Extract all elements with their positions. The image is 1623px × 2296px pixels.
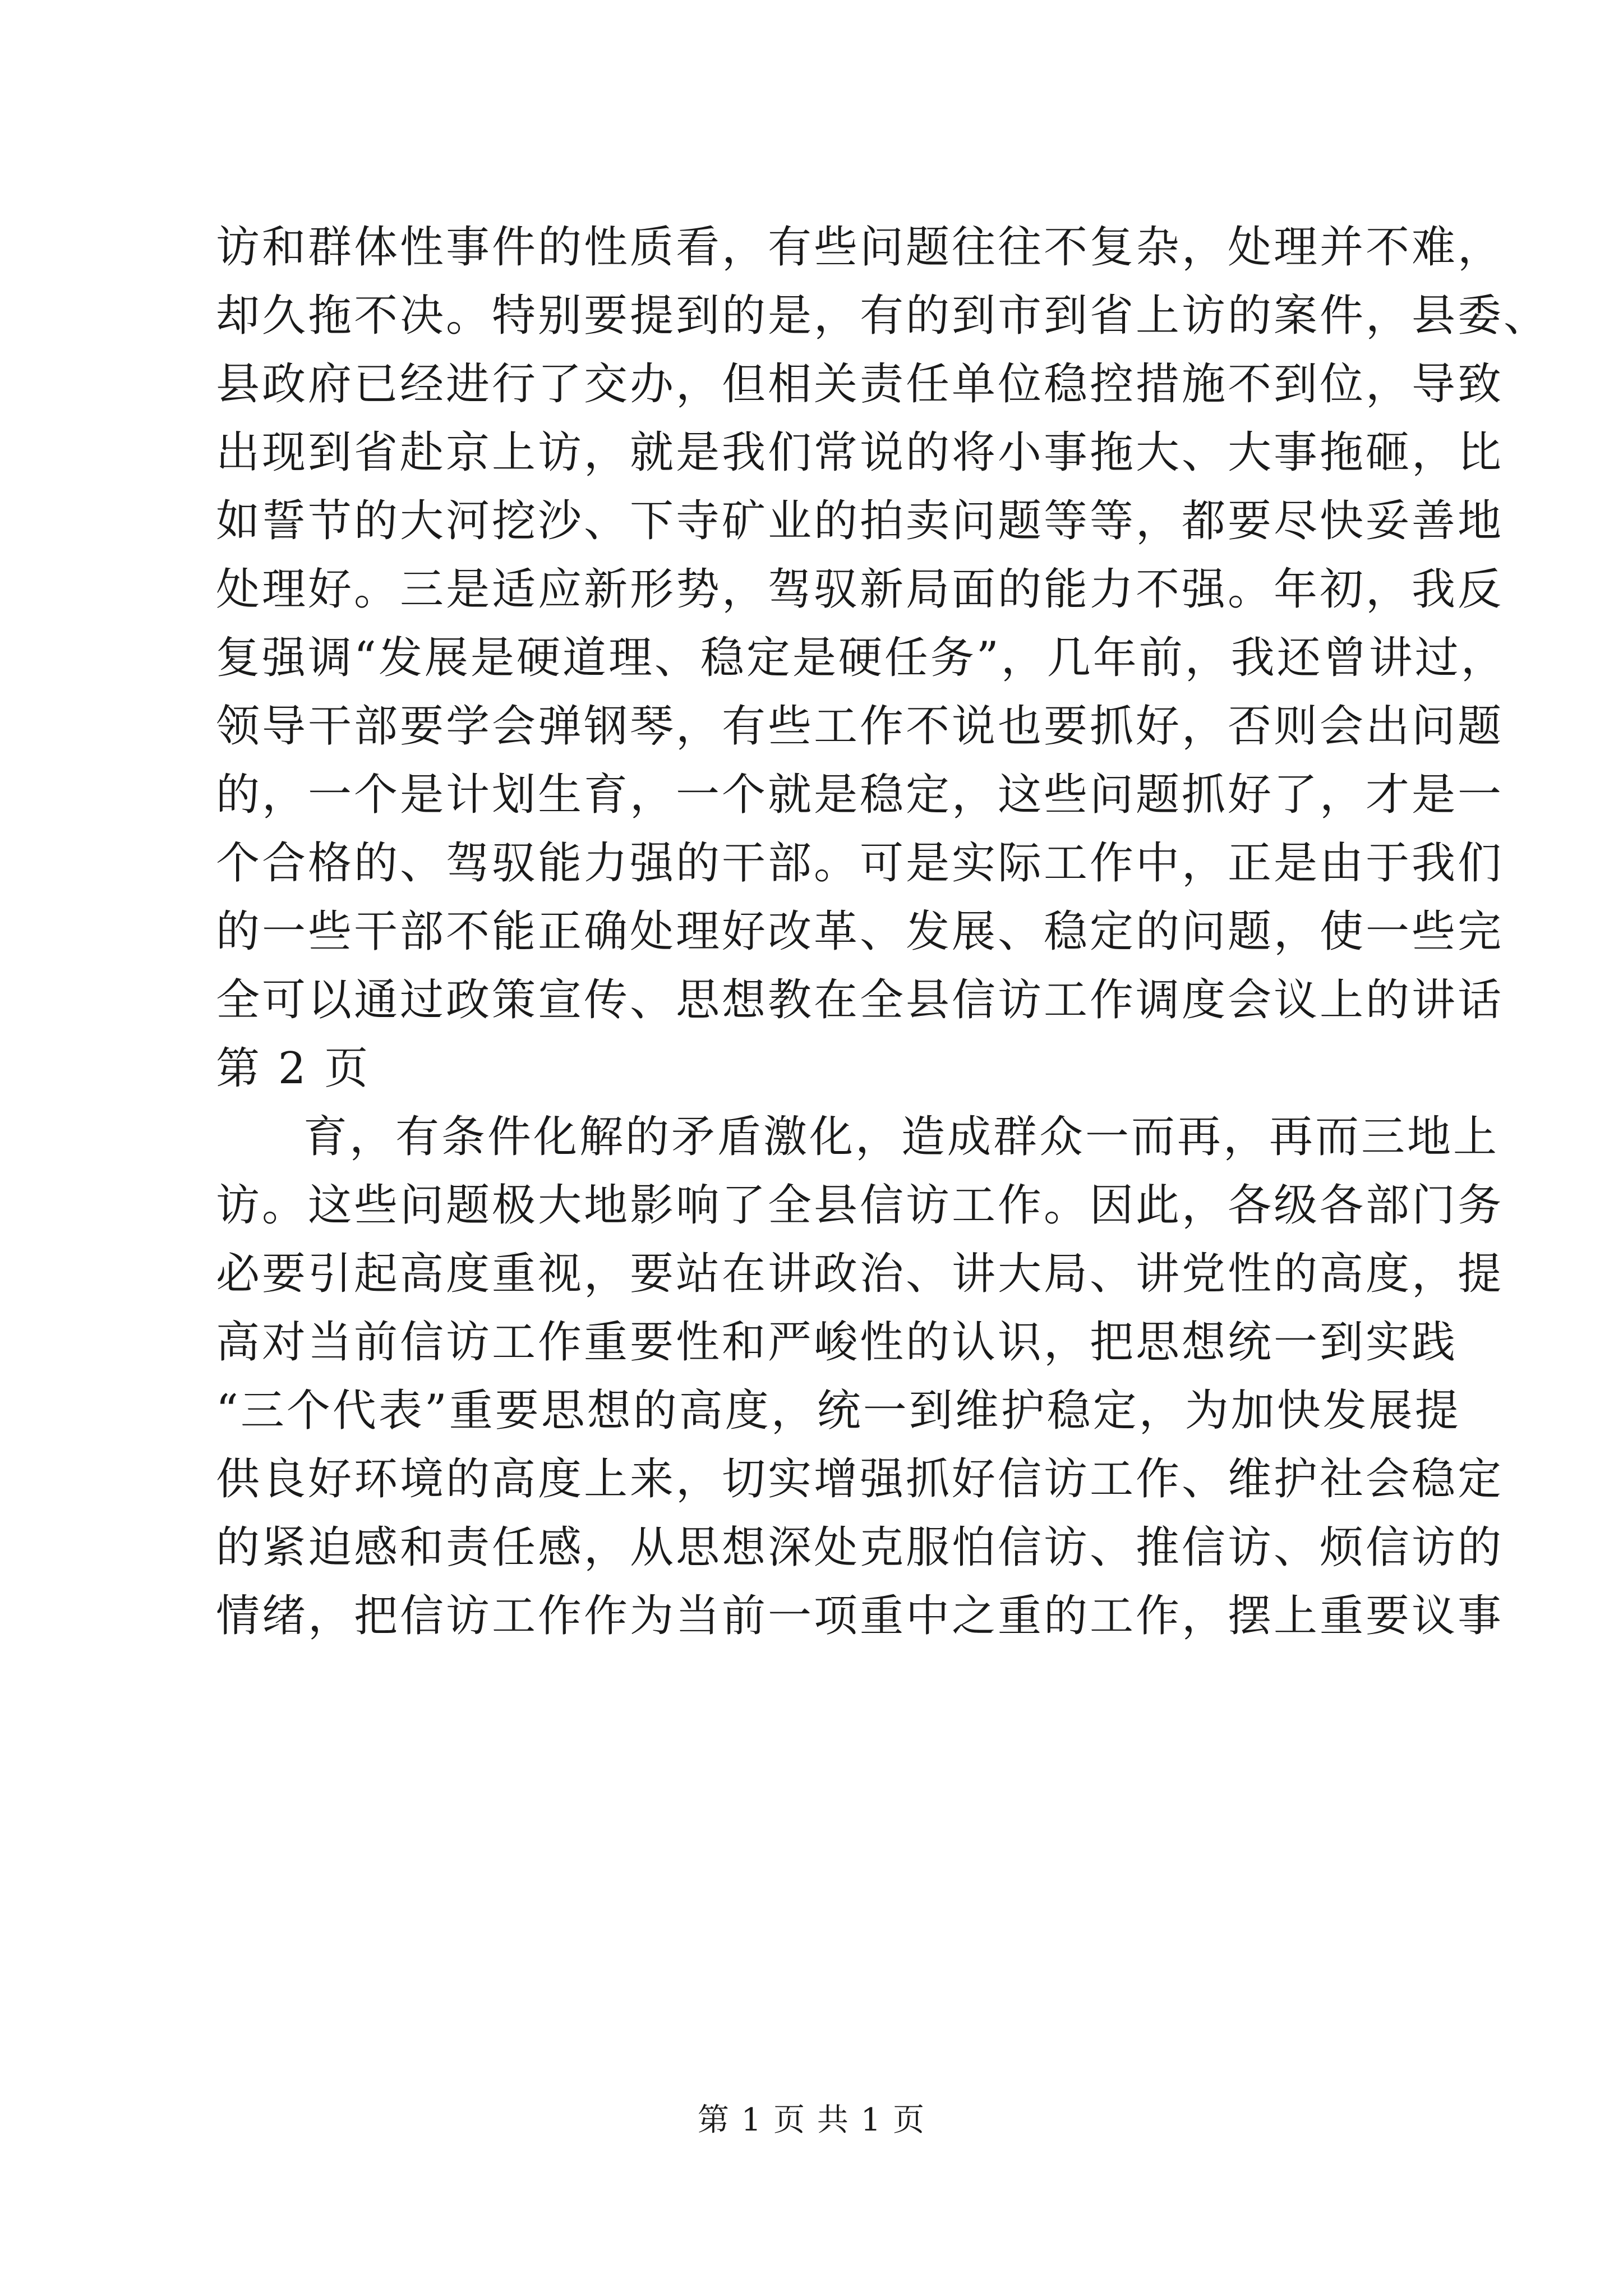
text-line: 出现到省赴京上访，就是我们常说的将小事拖大、大事拖砸，比 [216,427,1504,478]
text-line: 的一些干部不能正确处理好改革、发展、稳定的问题，使一些完 [216,907,1504,957]
text-line: 访和群体性事件的性质看，有些问题往往不复杂，处理并不难， [216,222,1504,273]
text-line: 必要引起高度重视，要站在讲政治、讲大局、讲党性的高度，提 [216,1249,1504,1299]
text-line: 高对当前信访工作重要性和严峻性的认识，把思想统一到实践 [216,1317,1458,1368]
text-line: 全可以通过政策宣传、思想教在全县信访工作调度会议上的讲话 [216,975,1504,1025]
text-line: 个合格的、驾驭能力强的干部。可是实际工作中，正是由于我们 [216,838,1504,889]
text-line: 的，一个是计划生育，一个就是稳定，这些问题抓好了，才是一 [216,770,1504,820]
text-line: 情绪，把信访工作作为当前一项重中之重的工作，摆上重要议事 [216,1591,1504,1641]
text-line: 领导干部要学会弹钢琴，有些工作不说也要抓好，否则会出问题 [216,701,1504,752]
document-body [216,213,1550,1650]
text-line: “三个代表”重要思想的高度，统一到维护稳定，为加快发展提 [216,1386,1461,1436]
text-line: 却久拖不决。特别要提到的是，有的到市到省上访的案件，县委、 [216,291,1550,341]
inline-page-marker: 第 2 页 [216,1043,371,1094]
text-line: 的紧迫感和责任感，从思想深处克服怕信访、推信访、烦信访的 [216,1522,1504,1573]
page-footer: 第 1 页 共 1 页 [697,2102,926,2138]
text-line: 如誓节的大河挖沙、下寺矿业的拍卖问题等等，都要尽快妥善地 [216,496,1504,546]
text-line: 复强调“发展是硬道理、稳定是硬任务”，几年前，我还曾讲过， [216,633,1507,683]
text-line: 县政府已经进行了交办，但相关责任单位稳控措施不到位，导致 [216,359,1504,409]
text-line: 访。这些问题极大地影响了全县信访工作。因此，各级各部门务 [216,1180,1504,1231]
text-line: 处理好。三是适应新形势，驾驭新局面的能力不强。年初，我反 [216,564,1504,615]
text-line: 供良好环境的高度上来，切实增强抓好信访工作、维护社会稳定 [216,1454,1504,1504]
paragraph-first-line: 育，有条件化解的矛盾激化，造成群众一而再，再而三地上 [303,1112,1500,1162]
